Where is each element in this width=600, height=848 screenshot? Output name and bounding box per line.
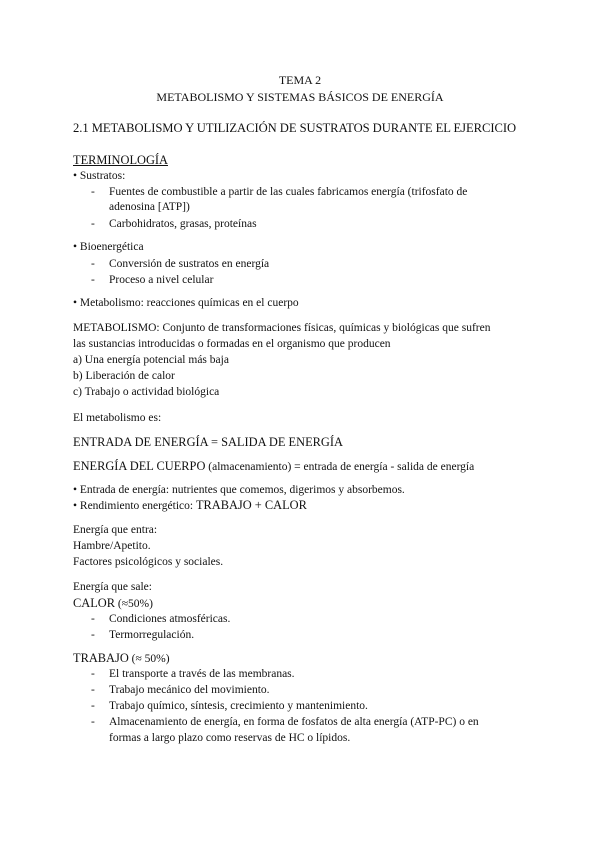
section-heading: 2.1 METABOLISMO Y UTILIZACIÓN DE SUSTRATOS DURANTE EL EJERCICIO [73,121,517,135]
list-dash: - [91,218,95,230]
list-dash: - [91,258,95,270]
trabajo-heading [73,651,170,666]
energy-output-bullet [73,498,307,513]
sustratos-item: Carbohidratos, grasas, proteínas [109,218,257,230]
list-dash: - [91,668,95,680]
trabajo-percent: (≈ 50%) [128,653,170,665]
energy-in-label: Energía que entra: [73,524,158,536]
list-dash: - [91,186,95,198]
definition-option: b) Liberación de calor [73,370,175,382]
doc-subtitle: METABOLISMO Y SISTEMAS BÁSICOS DE ENERGÍA [156,90,444,104]
body-energy-caps: ENERGÍA DEL CUERPO [73,459,206,473]
energy-input-bullet: • Entrada de energía: nutrientes que comemos, digerimos y absorbemos. [73,484,405,496]
energy-equation: ENTRADA DE ENERGÍA = SALIDA DE ENERGÍA [73,435,343,449]
trabajo-item: formas a largo plazo como reservas de HC o lípidos. [109,732,351,744]
energy-output-label: • Rendimiento energético: [73,500,196,512]
calor-percent: (≈50%) [115,598,153,610]
trabajo-caps: TRABAJO [73,651,129,665]
terminology-heading: TERMINOLOGÍA [73,153,168,167]
energy-output-value: TRABAJO + CALOR [195,498,307,512]
trabajo-item: Almacenamiento de energía, en forma de fosfatos de alta energía (ATP-PC) o en [109,716,479,728]
trabajo-item: Trabajo químico, síntesis, crecimiento y mantenimiento. [109,700,368,712]
definition-line: METABOLISMO: Conjunto de transformaciones físicas, químicas y biológicas que sufren [73,322,491,334]
calor-item: Condiciones atmosféricas. [109,613,231,625]
doc-title: TEMA 2 [278,73,322,87]
list-dash: - [91,684,95,696]
bioenergetica-item: Proceso a nivel celular [109,274,214,286]
list-dash: - [91,613,95,625]
list-dash: - [91,700,95,712]
metabolism-intro: El metabolismo es: [73,412,162,424]
energy-in-item: Hambre/Apetito. [73,540,151,552]
sustratos-label: • Sustratos: [73,170,126,182]
sustratos-item: adenosina [ATP]) [109,201,190,213]
trabajo-item: Trabajo mecánico del movimiento. [109,684,270,696]
definition-option: c) Trabajo o actividad biológica [73,386,220,398]
definition-option: a) Una energía potencial más baja [73,354,229,366]
list-dash: - [91,274,95,286]
energy-out-label: Energía que sale: [73,581,152,593]
metabolismo-bullet: • Metabolismo: reacciones químicas en el cuerpo [73,297,299,309]
bioenergetica-item: Conversión de sustratos en energía [109,258,270,270]
bioenergetica-label: • Bioenergética [73,241,144,253]
sustratos-item: Fuentes de combustible a partir de las cuales fabricamos energía (trifosfato de [109,186,468,198]
definition-line: las sustancias introducidas o formadas en el organismo que producen [73,338,391,350]
calor-heading [73,596,153,611]
body-energy-rest: (almacenamiento) = entrada de energía - salida de energía [205,461,475,473]
trabajo-item: El transporte a través de las membranas. [109,668,295,680]
body-energy-line [73,459,474,474]
energy-in-item: Factores psicológicos y sociales. [73,556,224,568]
list-dash: - [91,716,95,728]
list-dash: - [91,629,95,641]
calor-caps: CALOR [73,596,115,610]
calor-item: Termorregulación. [109,629,195,641]
